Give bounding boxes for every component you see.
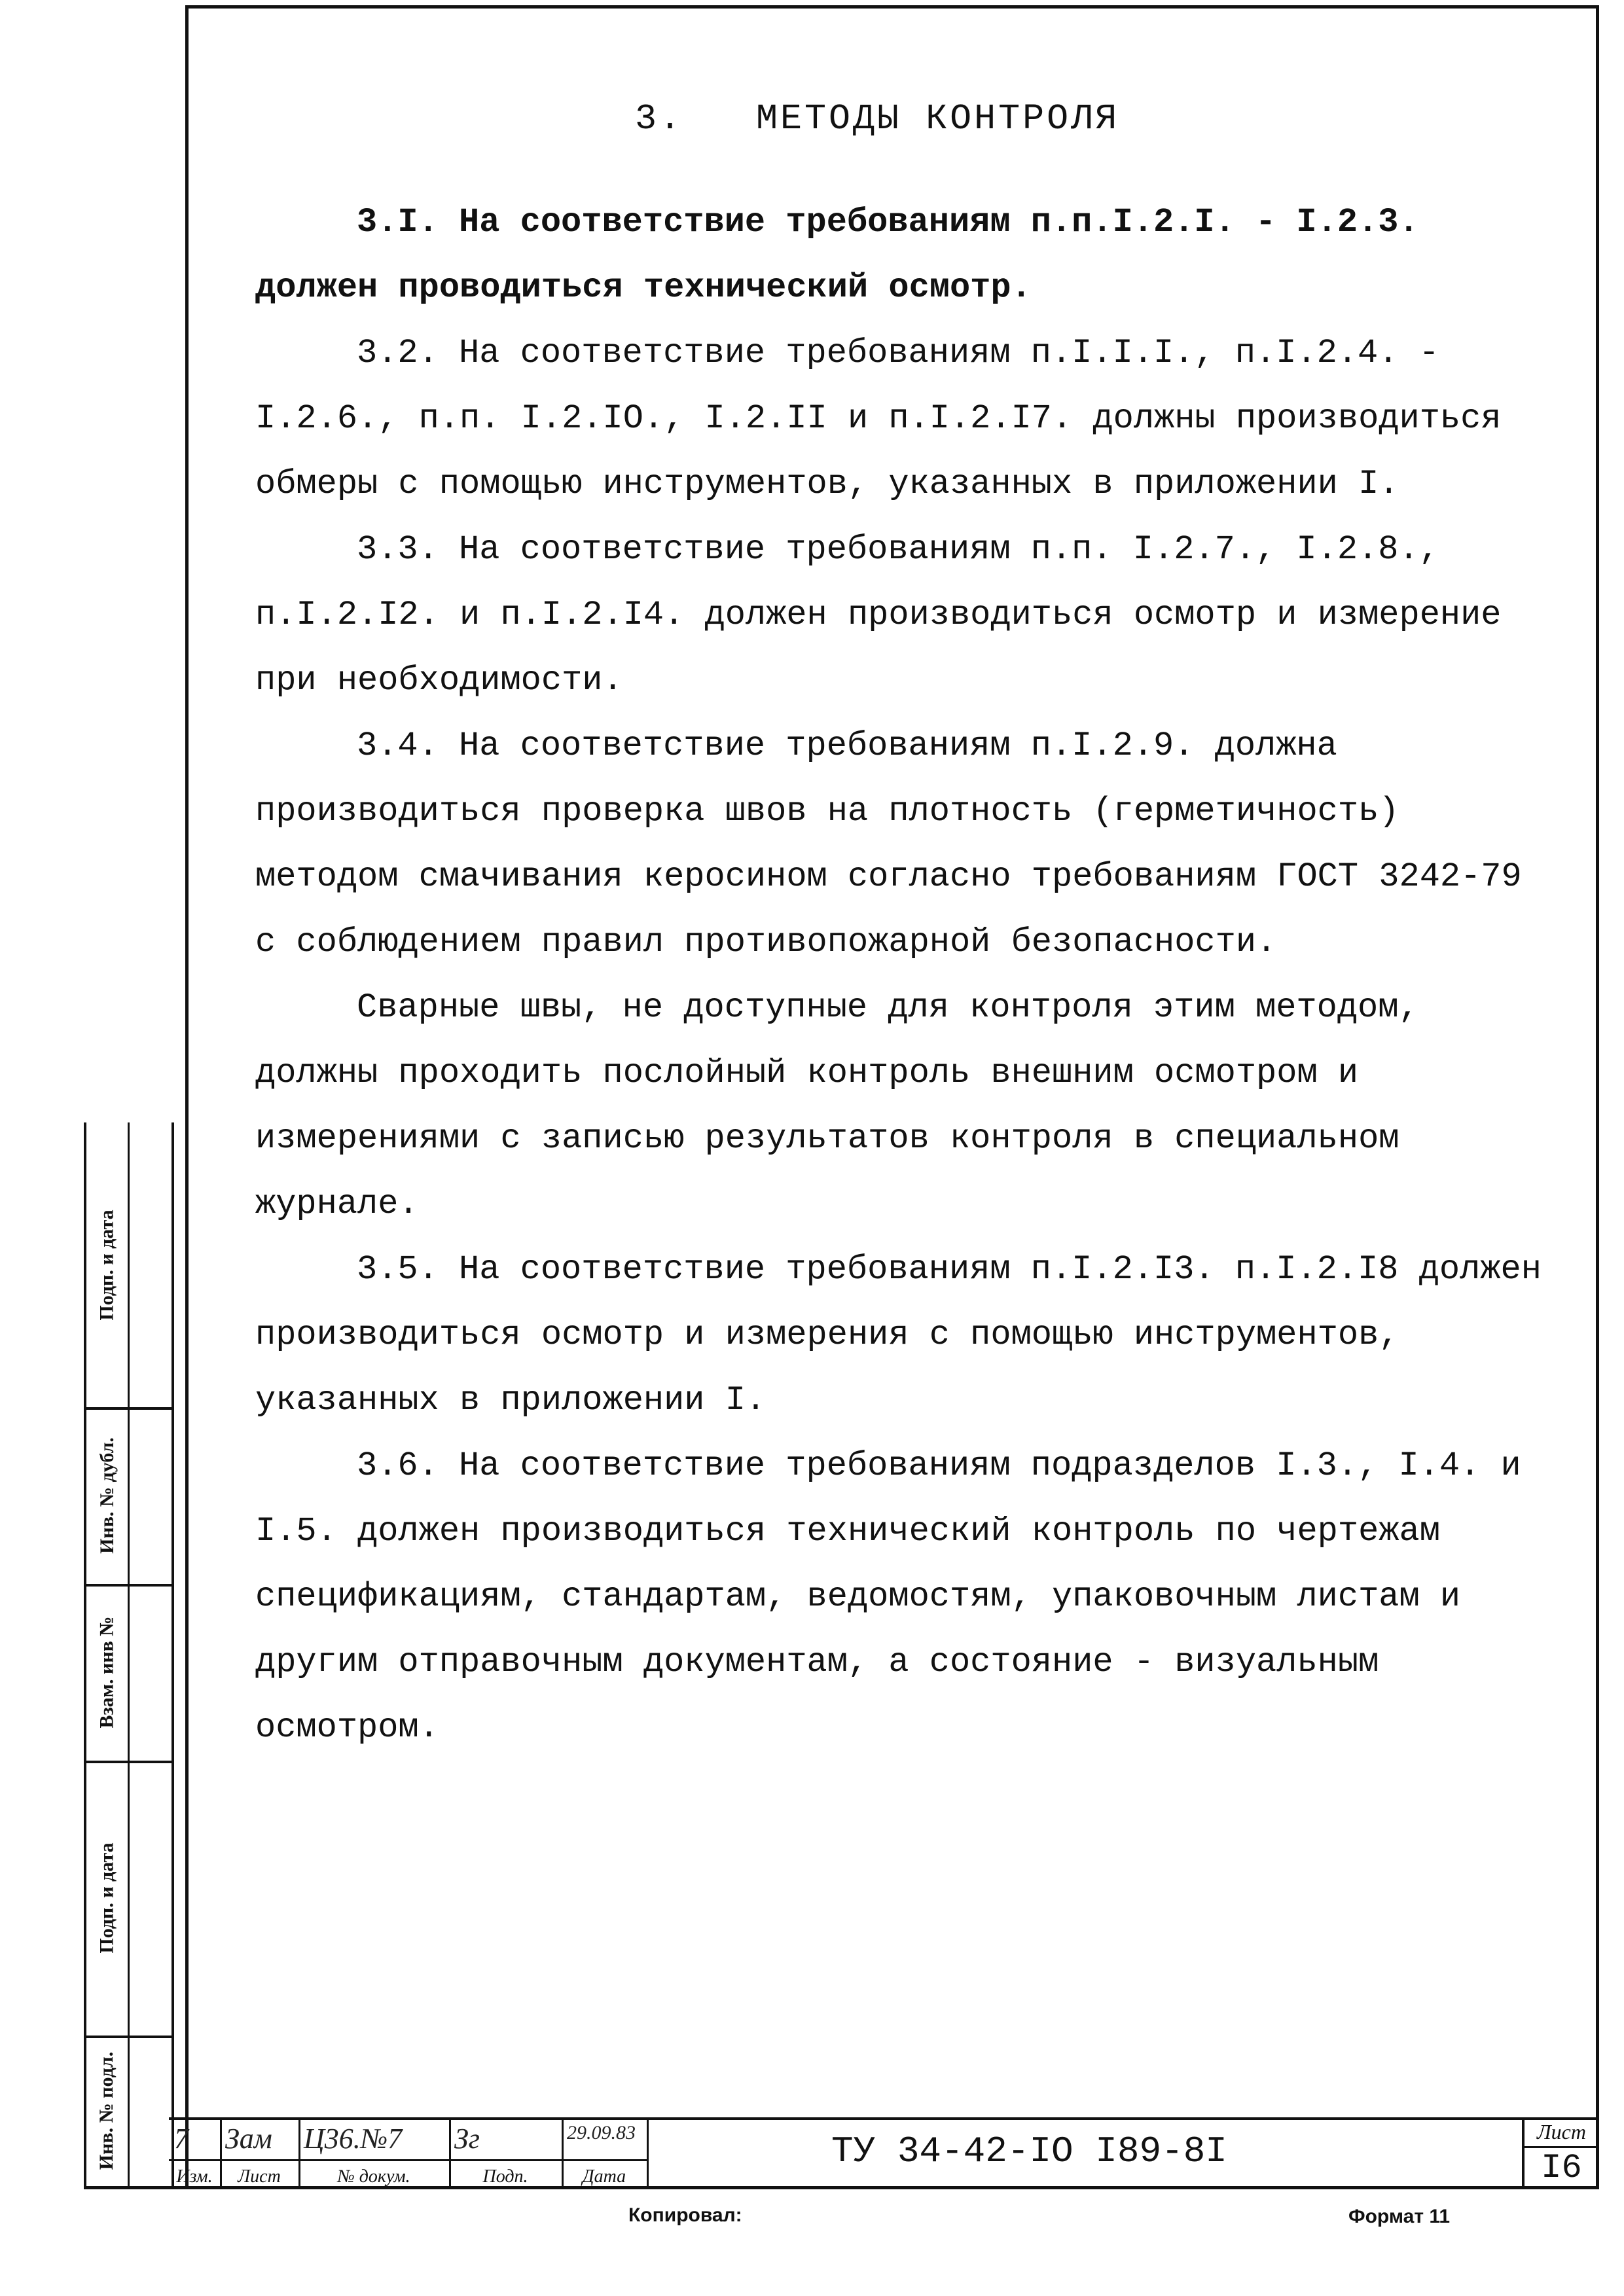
sheet-label: Лист (1537, 2120, 1586, 2144)
binding-row-dup-inv (86, 1407, 171, 1587)
section-heading: 3. МЕТОДЫ КОНТРОЛЯ (635, 98, 1120, 139)
binding-row-sign-date-1 (86, 1122, 171, 1410)
binding-row-sign-date-2 (86, 1761, 171, 2038)
tb-caption-doc: № докум. (337, 2166, 410, 2187)
tb-caption-podp: Подп. (482, 2166, 528, 2187)
tb-caption-izm: Изм. (176, 2166, 213, 2187)
tb-hand-list: Зам (225, 2123, 272, 2155)
tb-hand-doc: Ц36.№7 (304, 2123, 403, 2155)
paragraph-3-6: 3.6. На соответствие требованиям подразделов I.3., I.4. и I.5. должен производиться технический контроль по чертежам спецификациям, стандартам, ведомостям, упаковочным листам и другим отправочным документам, а состояние - визуальным осмотром. (255, 1446, 1521, 1747)
frame-top-border (185, 5, 1599, 9)
sheet-number: I6 (1541, 2149, 1582, 2187)
paragraph-3-5: 3.5. На соответствие требованиям п.I.2.I3. п.I.2.I8 должен производиться осмотр и измерения с помощью инструментов, указанных в приложении I. (255, 1250, 1542, 1420)
tb-caption-data: Дата (582, 2166, 626, 2187)
paragraph-3-3: 3.3. На соответствие требованиям п.п. I.2.7., I.2.8., п.I.2.I2. и п.I.2.I4. должен производиться осмотр и измерение при необходимости. (255, 530, 1502, 700)
tb-cell-data (562, 2120, 649, 2189)
document-code: ТУ 34-42-IO I89-8I (831, 2130, 1227, 2172)
paragraph-3-2: 3.2. На соответствие требованиям п.I.I.I., п.I.2.4. - I.2.6., п.п. I.2.IO., I.2.II и п.I.2.I7. должны производиться обмеры с помощью инструментов, указанных в приложении I. (255, 334, 1502, 503)
binding-label-sign-date-1: Подп. и дата (96, 1209, 118, 1321)
tb-caption-list: Лист (238, 2166, 281, 2187)
tb-cell-doc (298, 2120, 451, 2189)
frame-right-border (1596, 5, 1599, 2188)
binding-row-replace-inv (86, 1584, 171, 1763)
binding-label-dup-inv: Инв. № дубл. (96, 1437, 118, 1554)
tb-cell-list (220, 2120, 300, 2189)
tb-hand-data: 29.09.83 (567, 2122, 636, 2144)
sheet-box-divider (1525, 2146, 1598, 2148)
sheet-number-box (1522, 2117, 1598, 2186)
binding-label-orig-inv: Инв. № подл. (96, 2051, 118, 2170)
binding-label-sign-date-2: Подп. и дата (96, 1842, 118, 1954)
tb-hand-izm: 7 (174, 2123, 189, 2155)
footer-copied-label: Копировал: (628, 2204, 742, 2226)
footer-format-label: Формат 11 (1348, 2206, 1451, 2227)
tb-cell-podp (449, 2120, 564, 2189)
document-body (255, 190, 1548, 1761)
binding-label-replace-inv: Взам. инв № (96, 1616, 118, 1729)
binding-row-orig-inv (86, 2036, 171, 2185)
paragraph-3-4-welds: Сварные швы, не доступные для контроля этим методом, должны проходить послойный контроль внешним осмотром и измерениями с записью результатов контроля в специальном журнале. (255, 988, 1419, 1223)
frame-left-border (185, 5, 189, 2188)
paragraph-3-4: 3.4. На соответствие требованиям п.I.2.9. должна производиться проверка швов на плотность (герметичность) методом смачивания керосином согласно требованиям ГОСТ 3242-79 с соблюдением правил противопожарной безопасности. (255, 726, 1522, 961)
tb-hand-podp: Зг (454, 2123, 480, 2155)
tb-cell-izm (169, 2120, 222, 2189)
paragraph-3-1: 3.I. На соответствие требованиям п.п.I.2.I. - I.2.3. должен проводиться технический осмотр. (255, 203, 1419, 307)
binding-strip (84, 1122, 174, 2188)
